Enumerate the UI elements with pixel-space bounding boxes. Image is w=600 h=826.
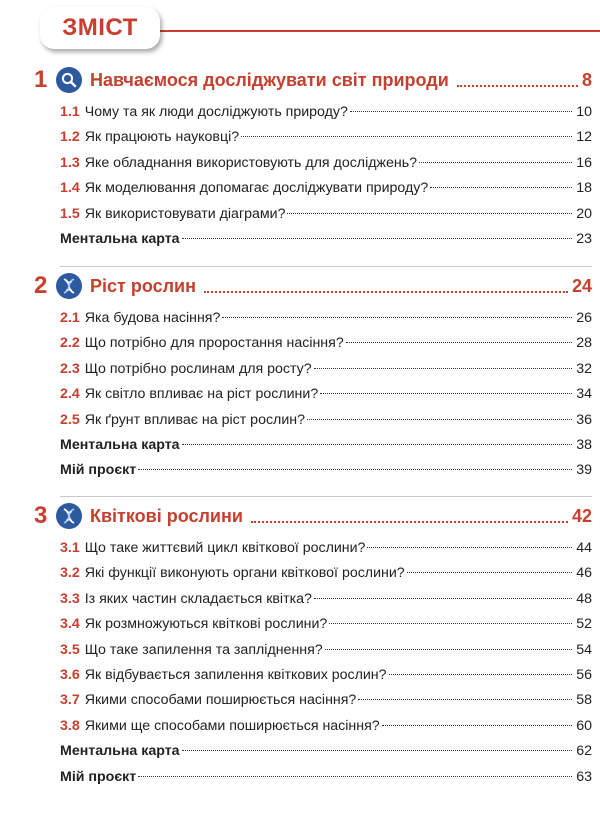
entry-title: Із яких частин складається квітка?: [84, 590, 312, 607]
entry-title: Ментальна карта: [60, 436, 180, 453]
toc-entry[interactable]: [60, 129, 592, 154]
entry-title: Яке обладнання використовують для досліджень?: [84, 154, 418, 171]
entry-page: 54: [576, 641, 592, 658]
section-title: Квіткові рослини: [90, 505, 243, 526]
dot-leader: [314, 368, 572, 369]
entry-title: Яка будова насіння?: [84, 310, 221, 326]
toc-section-3: [34, 498, 592, 794]
entry-number: 3.6: [60, 666, 80, 683]
entry-title: Які функції виконують органи квіткової рослини?: [84, 565, 405, 582]
entry-number: 2.2: [60, 335, 80, 352]
dot-leader: [407, 572, 572, 573]
dot-leader: [389, 674, 572, 675]
entry-title: Як використовувати діаграми?: [84, 205, 286, 222]
dot-leader: [241, 136, 572, 137]
section-number: 1: [34, 66, 48, 93]
page-title: ЗМІСТ: [62, 14, 138, 41]
dot-leader: [325, 649, 572, 650]
dot-leader: [358, 699, 572, 700]
entry-number: 3.8: [60, 717, 80, 734]
entry-page: 52: [576, 616, 592, 633]
section-title: Навчаємося досліджувати світ природи: [90, 69, 449, 90]
toc-entry[interactable]: [60, 361, 592, 386]
entry-number: 2.3: [60, 360, 80, 377]
dot-leader: [138, 776, 572, 777]
entry-page: 36: [576, 411, 592, 428]
dot-leader: [138, 469, 572, 470]
dot-leader: [350, 111, 572, 112]
entry-page: 10: [576, 104, 592, 120]
dot-leader: [419, 162, 572, 163]
entry-title: Як розмножуються квіткові рослини?: [84, 616, 328, 633]
entry-title: Якими ще способами поширюється насіння?: [84, 717, 380, 734]
entry-title: Що потрібно для проростання насіння?: [84, 335, 344, 352]
section-page: 8: [581, 69, 592, 90]
entry-page: 48: [576, 590, 592, 607]
toc-entry[interactable]: [60, 462, 592, 487]
entry-title: Ментальна карта: [60, 230, 180, 247]
toc-entry[interactable]: [60, 642, 592, 667]
toc-section-1: [34, 62, 592, 256]
entry-title: Як світло впливає на ріст рослини?: [84, 386, 319, 403]
section-divider: [60, 266, 592, 267]
toc-entry[interactable]: [60, 692, 592, 717]
entry-number: 1.1: [60, 104, 80, 120]
entry-title: Як відбувається запилення квіткових рослин?: [84, 666, 387, 683]
toc-entry[interactable]: [60, 743, 592, 768]
title-badge: [40, 7, 160, 49]
entry-title: Що таке життєвий цикл квіткової рослини?: [84, 540, 366, 556]
toc-section-2: [34, 268, 592, 488]
entry-number: 3.4: [60, 616, 80, 633]
section-title: Ріст рослин: [90, 275, 196, 296]
entry-title: Чому та як люди досліджують природу?: [84, 104, 348, 120]
entry-page: 44: [576, 540, 592, 556]
section-heading[interactable]: [34, 62, 592, 98]
dot-leader: [251, 509, 568, 523]
toc-entry[interactable]: [60, 718, 592, 743]
dot-leader: [307, 419, 572, 420]
entry-page: 60: [576, 717, 592, 734]
toc-entry[interactable]: [60, 540, 592, 565]
section-divider: [60, 496, 592, 497]
entry-page: 58: [576, 692, 592, 709]
entry-page: 26: [576, 310, 592, 326]
entry-title: Якими способами поширюється насіння?: [84, 692, 357, 709]
dot-leader: [367, 547, 572, 548]
entry-page: 62: [576, 743, 592, 760]
dot-leader: [329, 623, 572, 624]
entry-title: Як працюють науковці?: [84, 129, 240, 146]
dot-leader: [182, 444, 572, 445]
entry-title: Ментальна карта: [60, 743, 180, 760]
dot-leader: [222, 317, 572, 318]
section-number: 2: [34, 272, 48, 299]
toc-entry[interactable]: [60, 335, 592, 360]
entry-number: 2.5: [60, 411, 80, 428]
entry-number: 1.3: [60, 154, 80, 171]
entry-number: 3.5: [60, 641, 80, 658]
entry-title: Що потрібно рослинам для росту?: [84, 360, 312, 377]
entry-title: Що таке запилення та запліднення?: [84, 641, 323, 658]
dna-icon: [56, 503, 82, 529]
entry-title: Мій проєкт: [60, 768, 137, 785]
entry-title: Як ґрунт впливає на ріст рослин?: [84, 411, 305, 428]
section-heading[interactable]: [34, 268, 592, 304]
dot-leader: [457, 73, 578, 87]
toc-entry[interactable]: [60, 104, 592, 129]
dot-leader: [204, 279, 568, 293]
dot-leader: [182, 750, 572, 751]
section-page: 42: [571, 505, 592, 526]
entry-title: Мій проєкт: [60, 462, 137, 479]
entry-page: 32: [576, 360, 592, 377]
entry-number: 1.5: [60, 205, 80, 222]
dot-leader: [382, 725, 572, 726]
toc-entry[interactable]: [60, 180, 592, 205]
entry-page: 28: [576, 335, 592, 352]
entry-page: 63: [576, 768, 592, 785]
toc-entry[interactable]: [60, 616, 592, 641]
section-heading[interactable]: [34, 498, 592, 534]
entry-page: 18: [576, 180, 592, 197]
toc-entry[interactable]: [60, 386, 592, 411]
magnifier-icon: [56, 67, 82, 93]
dot-leader: [314, 598, 572, 599]
entry-page: 23: [576, 230, 592, 247]
dot-leader: [320, 393, 572, 394]
entry-number: 2.4: [60, 386, 80, 403]
toc-entry[interactable]: [60, 565, 592, 590]
entry-page: 34: [576, 386, 592, 403]
entry-page: 38: [576, 436, 592, 453]
toc-entry[interactable]: [60, 769, 592, 794]
toc-entry[interactable]: [60, 437, 592, 462]
entry-number: 3.3: [60, 590, 80, 607]
toc-entry[interactable]: [60, 155, 592, 180]
header-rule: [158, 30, 600, 32]
dot-leader: [287, 213, 572, 214]
dot-leader: [346, 342, 572, 343]
toc-entry[interactable]: [60, 206, 592, 231]
entry-number: 1.2: [60, 129, 80, 146]
dot-leader: [430, 187, 572, 188]
toc-entry[interactable]: [60, 231, 592, 256]
entry-page: 56: [576, 666, 592, 683]
section-page: 24: [571, 275, 592, 296]
entry-page: 20: [576, 205, 592, 222]
dna-icon: [56, 273, 82, 299]
entry-page: 16: [576, 154, 592, 171]
dot-leader: [182, 238, 572, 239]
toc-entry[interactable]: [60, 591, 592, 616]
entry-page: 12: [576, 129, 592, 146]
entry-page: 46: [576, 565, 592, 582]
toc-entry[interactable]: [60, 310, 592, 335]
section-number: 3: [34, 502, 48, 529]
toc-entry[interactable]: [60, 667, 592, 692]
entry-number: 3.1: [60, 540, 80, 556]
entry-title: Як моделювання допомагає досліджувати природу?: [84, 180, 429, 197]
entry-number: 2.1: [60, 310, 80, 326]
entry-number: 3.7: [60, 692, 80, 709]
toc-entry[interactable]: [60, 412, 592, 437]
entry-number: 1.4: [60, 180, 80, 197]
entry-number: 3.2: [60, 565, 80, 582]
entry-page: 39: [576, 462, 592, 479]
